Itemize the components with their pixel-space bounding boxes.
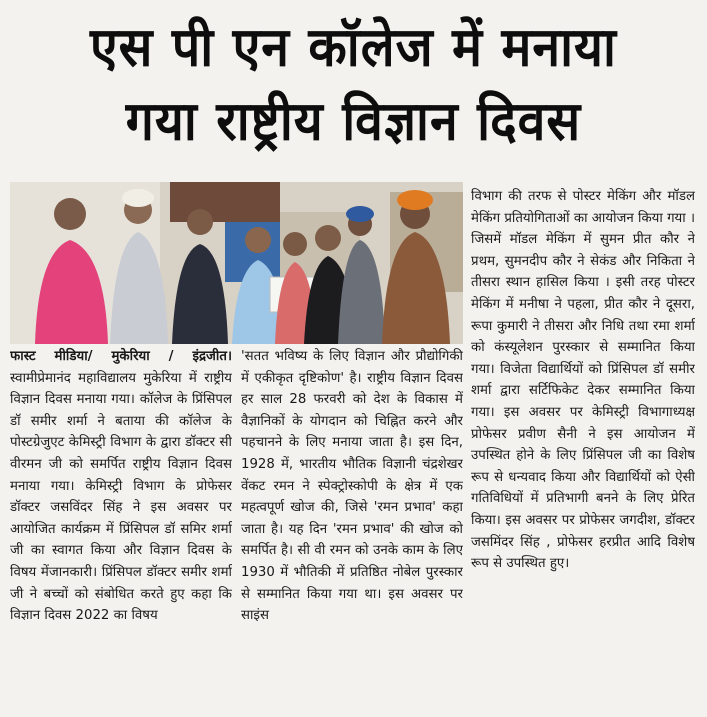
headline-line-1: एस पी एन कॉलेज में मनाया <box>89 15 618 79</box>
article-credit: फास्ट मीडिया/ मुकेरिया / इंद्रजीत। <box>10 349 232 364</box>
article-column-1-text: स्वामीप्रेमानंद महाविद्यालय मुकेरिया में राष्ट्रीय विज्ञान दिवस मनाया गया। कॉलेज के प्रिंसिपल डॉ समीर शर्मा ने बताया की कॉलेज के पोस्टग्रेजुएट केमिस्ट्री विभाग के द्वारा डॉक्टर सी वीरमन जी को समर्पित राष्ट्रीय विज्ञान दिवस मनाया गया। केमिस्ट्री विभाग के प्रोफेसर डॉक्टर जसविंदर सिंह ने इस अवसर पर आयोजित कार्यक्रम में प्रिंसिपल डॉ समिर शर्मा जी का स्वागत किया और विज्ञान दिवस के विषय मेंजानकारी। प्रिंसिपल डॉक्टर समीर शर्मा जी ने बच्चों को संबोधित करते हुए कहा कि विज्ञान दिवस 2022 का विषय <box>10 370 232 624</box>
group-photo-icon <box>10 182 463 344</box>
headline <box>0 0 707 178</box>
article-column-3-text: विभाग की तरफ से पोस्टर मेकिंग और मॉडल मेकिंग प्रतियोगिताओं का आयोजन किया गया । जिसमें मॉडल मेकिंग में सुमन प्रीत कौर ने प्रथम, सुमनदीप कौर ने सेकंड और निकिता ने तीसरा स्थान हासिल किया । इसी तरह पोस्टर मेकिंग में मनीषा ने पहला, प्रीत कौर ने दूसरा, रूपा कुमारी ने तीसरा और निधि तथा रमा शर्मा को कंस्यूलेशन पुरस्कार से सम्मानित किया गया। विजेता विद्यार्थियों को प्रिंसिपल डॉ समीर शर्मा द्वारा सर्टिफिकेट देकर सम्मानित किया गया। इस अवसर पर केमिस्ट्री विभागाध्यक्ष प्रोफेसर प्रवीण सैनी ने इस आयोजन में उपस्थित होने के लिए प्रिंसिपल जी का विशेष रूप से धन्यवाद किया और विद्यार्थियों को ऐसी गतिविधियों में प्रतिभागी बनने के लिए प्रेरित किया। इस अवसर पर प्रोफेसर जगदीश, डॉक्टर जसमिंदर सिंह , प्रोफेसर हरप्रीत आदि विशेष रूप से उपस्थित हुए। <box>471 189 695 572</box>
article-column-1 <box>10 346 232 712</box>
article-column-3 <box>471 186 695 712</box>
news-photo <box>10 182 463 344</box>
headline-line-2: गया राष्ट्रीय विज्ञान दिवस <box>125 89 582 153</box>
article-column-2 <box>241 346 463 712</box>
article-column-2-text: 'सतत भविष्य के लिए विज्ञान और प्रौद्योगिकी में एकीकृत दृष्टिकोण' है। राष्ट्रीय विज्ञान दिवस हर साल 28 फरवरी को देश के विकास में वैज्ञानिकों के योगदान को चिह्नित करने और पहचानने के लिए मनाया जाता है। इस दिन, 1928 में, भारतीय भौतिक विज्ञानी चंद्रशेखर वेंकट रमन ने स्पेक्ट्रोस्कोपी के क्षेत्र में एक महत्वपूर्ण खोज की, जिसे 'रमन प्रभाव' कहा जाता है। यह दिन 'रमन प्रभाव' की खोज को समर्पित है। सी वी रमन को उनके काम के लिए 1930 में भौतिकी में प्रतिष्ठित नोबेल पुरस्कार से सम्मानित किया गया था। इस अवसर पर साइंस <box>241 349 463 624</box>
